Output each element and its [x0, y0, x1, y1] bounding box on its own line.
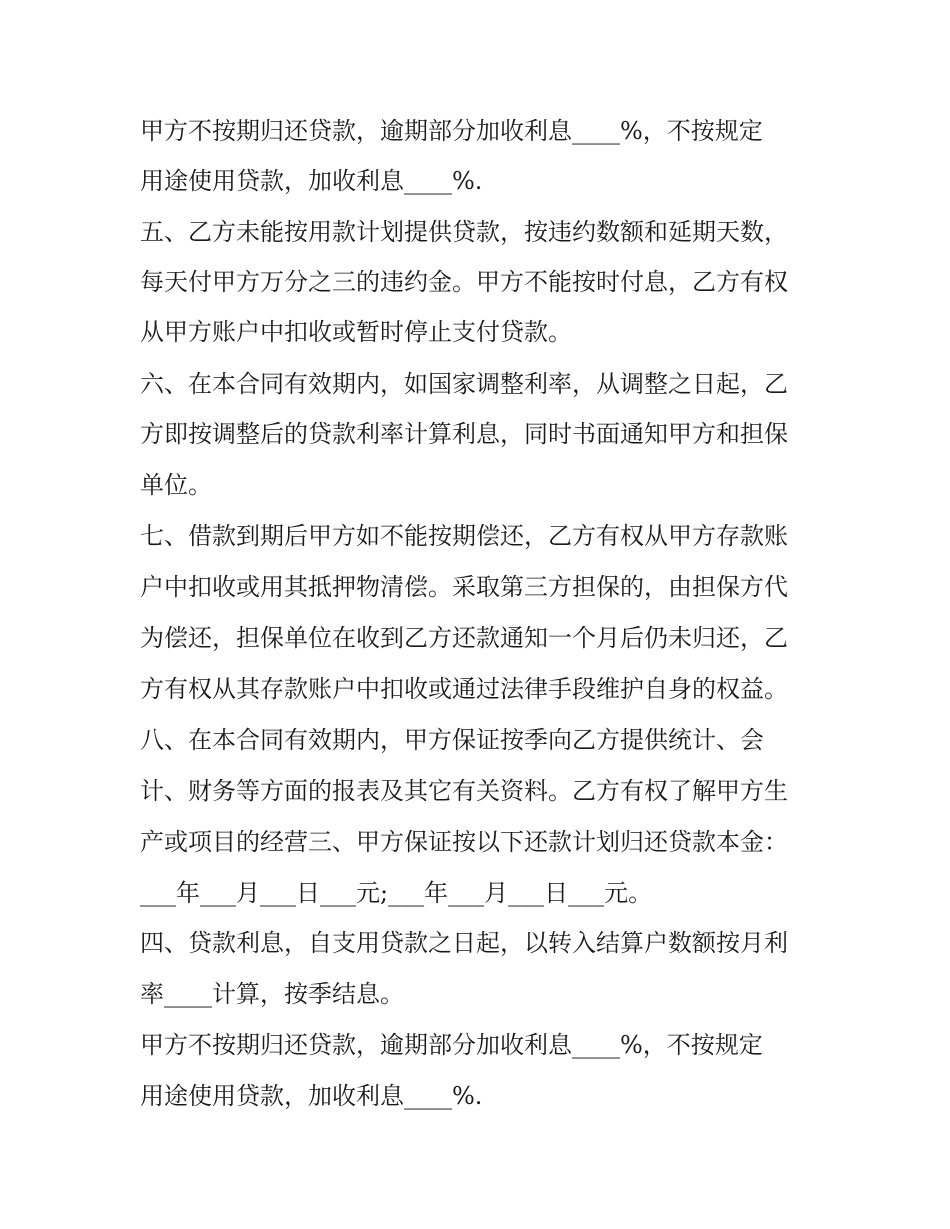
text-line: 四、贷款利息，自支用贷款之日起，以转入结算户数额按月利 [140, 929, 788, 957]
text-line: 方即按调整后的贷款利率计算利息，同时书面通知甲方和担保 [140, 420, 788, 448]
text-line: 率____计算，按季结息。 [140, 980, 404, 1008]
text-line: 产或项目的经营三、甲方保证按以下还款计划归还贷款本金： [140, 828, 788, 856]
text-line: 户中扣收或用其抵押物清偿。采取第三方担保的，由担保方代 [140, 573, 788, 601]
text-line: 甲方不按期归还贷款，逾期部分加收利息____%，不按规定 [140, 1031, 763, 1059]
text-line: 单位。 [140, 471, 212, 499]
text-line: ___年___月___日___元;___年___月___日___元。 [140, 879, 653, 907]
text-line: 为偿还，担保单位在收到乙方还款通知一个月后仍未归还，乙 [140, 624, 788, 652]
text-line: 六、在本合同有效期内，如国家调整利率，从调整之日起，乙 [140, 370, 788, 398]
text-line: 七、借款到期后甲方如不能按期偿还，乙方有权从甲方存款账 [140, 522, 788, 550]
text-line: 从甲方账户中扣收或暂时停止支付贷款。 [140, 318, 572, 346]
text-line: 每天付甲方万分之三的违约金。甲方不能按时付息，乙方有权 [140, 268, 788, 296]
text-line: 五、乙方未能按用款计划提供贷款，按违约数额和延期天数， [140, 218, 788, 246]
text-line: 计、财务等方面的报表及其它有关资料。乙方有权了解甲方生 [140, 777, 788, 805]
text-line: 用途使用贷款，加收利息____%. [140, 1082, 483, 1110]
text-line: 方有权从其存款账户中扣收或通过法律手段维护自身的权益。 [140, 675, 788, 703]
text-line: 八、在本合同有效期内，甲方保证按季向乙方提供统计、会 [140, 726, 764, 754]
text-line: 甲方不按期归还贷款，逾期部分加收利息____%，不按规定 [140, 117, 763, 145]
text-line: 用途使用贷款，加收利息____%. [140, 167, 483, 195]
